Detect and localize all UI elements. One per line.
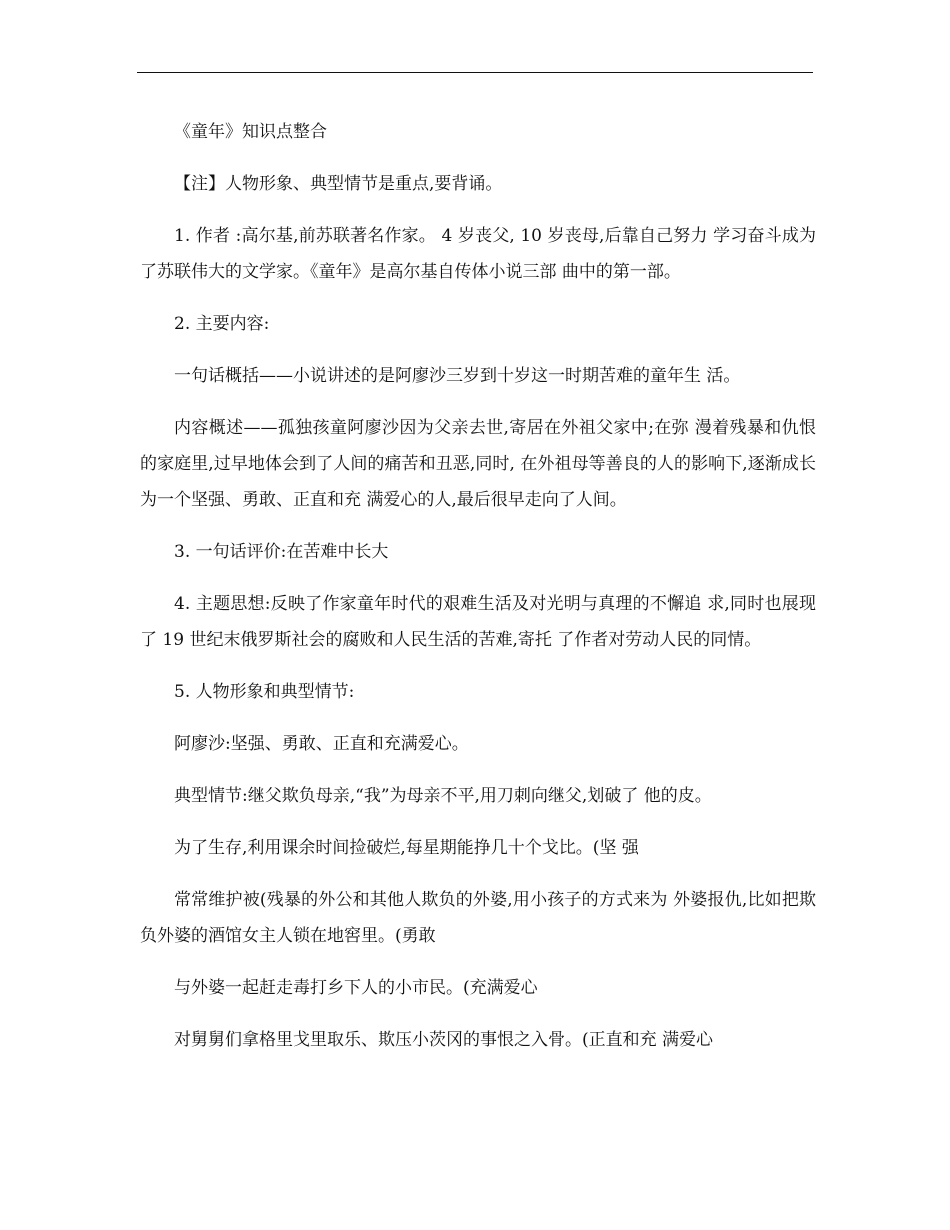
main-content-heading: 2. 主要内容:	[174, 314, 270, 334]
plot-item: 与外婆一起赶走毒打乡下人的小市民。(充满爱心	[174, 978, 538, 998]
plot-item: 常常维护被(残暴的外公和其他人欺负的外婆,用小孩子的方式来为 外婆报仇,比如把欺负外婆的酒馆女主人锁在地窖里。(勇敢	[140, 890, 816, 946]
plot-item: 典型情节:继父欺负母亲,“我”为母亲不平,用刀刺向继父,划破了 他的皮。	[174, 786, 712, 806]
author-paragraph: 1. 作者 :高尔基,前苏联著名作家。 4 岁丧父, 10 岁丧母,后靠自己努力 学习奋斗成为了苏联伟大的文学家。《童年》是高尔基自传体小说三部 曲中的第一部。	[140, 226, 816, 282]
summary-sentence: 一句话概括——小说讲述的是阿廖沙三岁到十岁这一时期苦难的童年生 活。	[174, 366, 741, 386]
evaluation-paragraph: 3. 一句话评价:在苦难中长大	[174, 542, 389, 562]
note-paragraph: 【注】人物形象、典型情节是重点,要背诵。	[174, 174, 503, 194]
content-overview: 内容概述——孤独孩童阿廖沙因为父亲去世,寄居在外祖父家中;在弥 漫着残暴和仇恨的家庭里,过早地体会到了人间的痛苦和丑恶,同时, 在外祖母等善良的人的影响下,逐渐成长为一个坚强、勇敢、正直和充 满爱心的人,最后很早走向了人间。	[140, 418, 816, 510]
document-title: 《童年》知识点整合	[174, 122, 327, 142]
characters-heading: 5. 人物形象和典型情节:	[174, 682, 355, 702]
document-body	[140, 114, 816, 1058]
plot-item: 对舅舅们拿格里戈里取乐、欺压小茨冈的事恨之入骨。(正直和充 满爱心	[174, 1030, 714, 1050]
header-rule	[137, 72, 813, 73]
character-alyosha: 阿廖沙:坚强、勇敢、正直和充满爱心。	[174, 734, 469, 754]
plot-item: 为了生存,利用课余时间捡破烂,每星期能挣几十个戈比。(坚 强	[174, 838, 639, 858]
theme-paragraph: 4. 主题思想:反映了作家童年时代的艰难生活及对光明与真理的不懈追 求,同时也展现了 19 世纪末俄罗斯社会的腐败和人民生活的苦难,寄托 了作者对劳动人民的同情。	[140, 594, 816, 650]
